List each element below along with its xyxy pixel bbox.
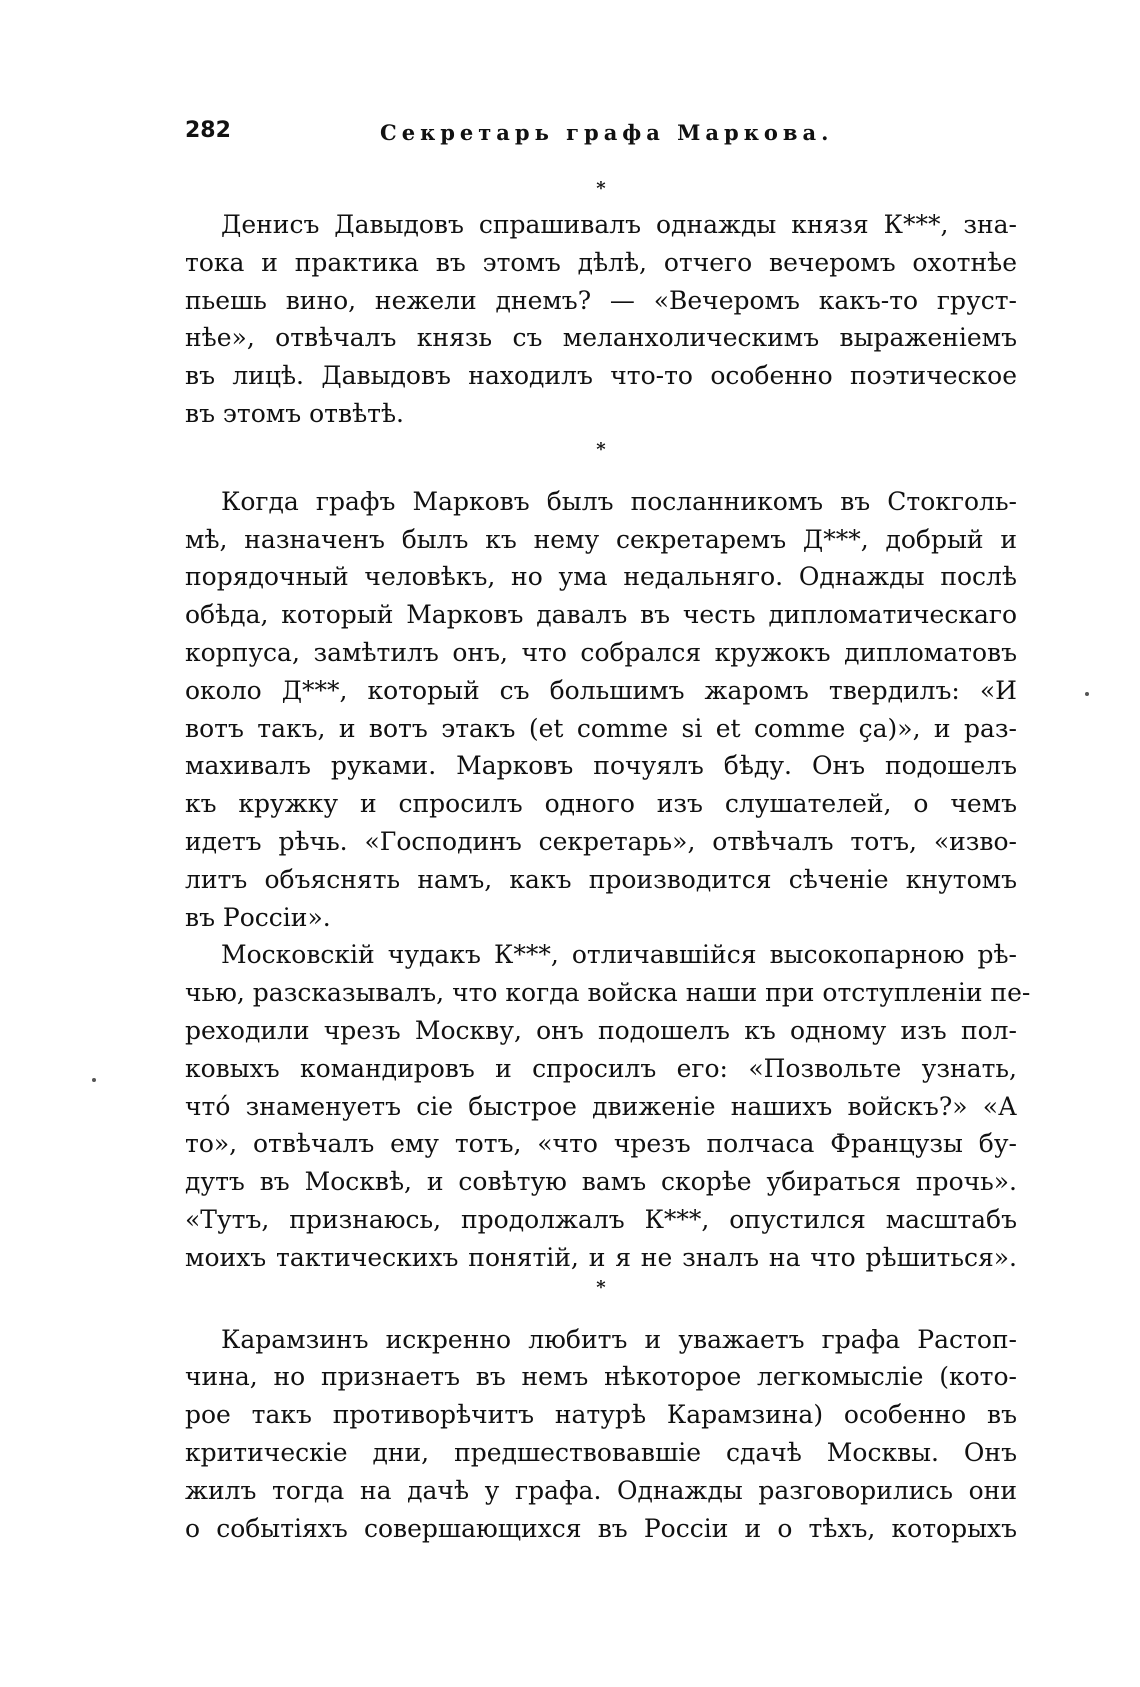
scan-speck (92, 1078, 96, 1082)
paragraph-moscow-eccentric (185, 936, 1031, 1276)
text-line: реходили чрезъ Москву, онъ подошелъ къ одному изъ пол- (185, 1015, 1017, 1045)
paragraph-markov (185, 483, 1017, 937)
scan-speck (1085, 692, 1089, 696)
text-line: рое такъ противорѣчитъ натурѣ Карамзина) особенно въ (185, 1400, 1017, 1430)
text-line: идетъ рѣчь. «Господинъ секретарь», отвѣчалъ тотъ, «изво- (185, 826, 1017, 856)
page-body (185, 178, 1031, 1547)
page-header (185, 118, 1025, 158)
paragraph-davydov (185, 206, 1017, 433)
text-line: обѣда, который Марковъ давалъ въ честь дипломатическаго (185, 600, 1017, 630)
text-line: Когда графъ Марковъ былъ посланникомъ въ Стокголь- (221, 486, 1017, 516)
text-line: то», отвѣчалъ ему тотъ, «что чрезъ полчаса Французы бу- (185, 1129, 1017, 1159)
text-line: вотъ такъ, и вотъ этакъ (et comme si et comme ça)», и раз- (185, 713, 1017, 743)
section-separator: * (596, 178, 606, 199)
text-line: порядочный человѣкъ, но ума недальняго. Однажды послѣ (185, 562, 1017, 592)
text-line: въ лицѣ. Давыдовъ находилъ что-то особенно поэтическое (185, 361, 1017, 391)
text-line: что́ знаменуетъ сіе быстрое движеніе нашихъ войскъ?» «А (185, 1091, 1017, 1121)
text-line: въ этомъ отвѣтѣ. (185, 398, 404, 428)
text-line: ковыхъ командировъ и спросилъ его: «Позвольте узнать, (185, 1053, 1017, 1083)
text-line: о событіяхъ совершающихся въ Россіи и о тѣхъ, которыхъ (185, 1513, 1017, 1543)
text-line: къ кружку и спросилъ одного изъ слушателей, о чемъ (185, 789, 1017, 819)
text-line: Карамзинъ искренно любитъ и уважаетъ графа Растоп- (221, 1324, 1017, 1354)
text-line: махивалъ руками. Марковъ почуялъ бѣду. Онъ подошелъ (185, 751, 1017, 781)
text-line: въ Россіи». (185, 902, 331, 932)
section-separator: * (596, 438, 606, 460)
section-separator: * (596, 1276, 606, 1298)
text-line: мѣ, назначенъ былъ къ нему секретаремъ Д***, добрый и (185, 524, 1017, 554)
text-line: «Тутъ, признаюсь, продолжалъ К***, опустился масштабъ (185, 1204, 1017, 1234)
text-line: литъ объяснять намъ, какъ производится сѣченіе кнутомъ (185, 864, 1017, 894)
text-line: около Д***, который съ большимъ жаромъ твердилъ: «И (185, 675, 1017, 705)
text-line: Денисъ Давыдовъ спрашивалъ однажды князя К***, зна- (221, 210, 1017, 239)
text-line: нѣе», отвѣчалъ князь съ меланхолическимъ выраженіемъ (185, 323, 1017, 353)
running-head: Секретарь графа Маркова. (380, 120, 834, 145)
page-number: 282 (185, 118, 231, 143)
text-line: чью, разсказывалъ, что когда войска наши при отступленіи пе- (185, 978, 1031, 1008)
text-line: тока и практика въ этомъ дѣлѣ, отчего вечеромъ охотнѣе (185, 247, 1017, 277)
text-line: пьешь вино, нежели днемъ? — «Вечеромъ какъ-то груст- (185, 285, 1017, 315)
text-line: дутъ въ Москвѣ, и совѣтую вамъ скорѣе убираться прочь». (185, 1167, 1017, 1197)
paragraph-karamzin (185, 1321, 1017, 1548)
text-line: Московскій чудакъ К***, отличавшійся высокопарною рѣ- (221, 940, 1017, 970)
text-line: критическіе дни, предшествовавшіе сдачѣ Москвы. Онъ (185, 1437, 1017, 1467)
text-line: жилъ тогда на дачѣ у графа. Однажды разговорились они (185, 1475, 1017, 1505)
text-line: моихъ тактическихъ понятій, и я не зналъ на что рѣшиться». (185, 1242, 1017, 1272)
text-line: корпуса, замѣтилъ онъ, что собрался кружокъ дипломатовъ (185, 637, 1017, 667)
text-line: чина, но признаетъ въ немъ нѣкоторое легкомысліе (кото- (185, 1362, 1017, 1392)
